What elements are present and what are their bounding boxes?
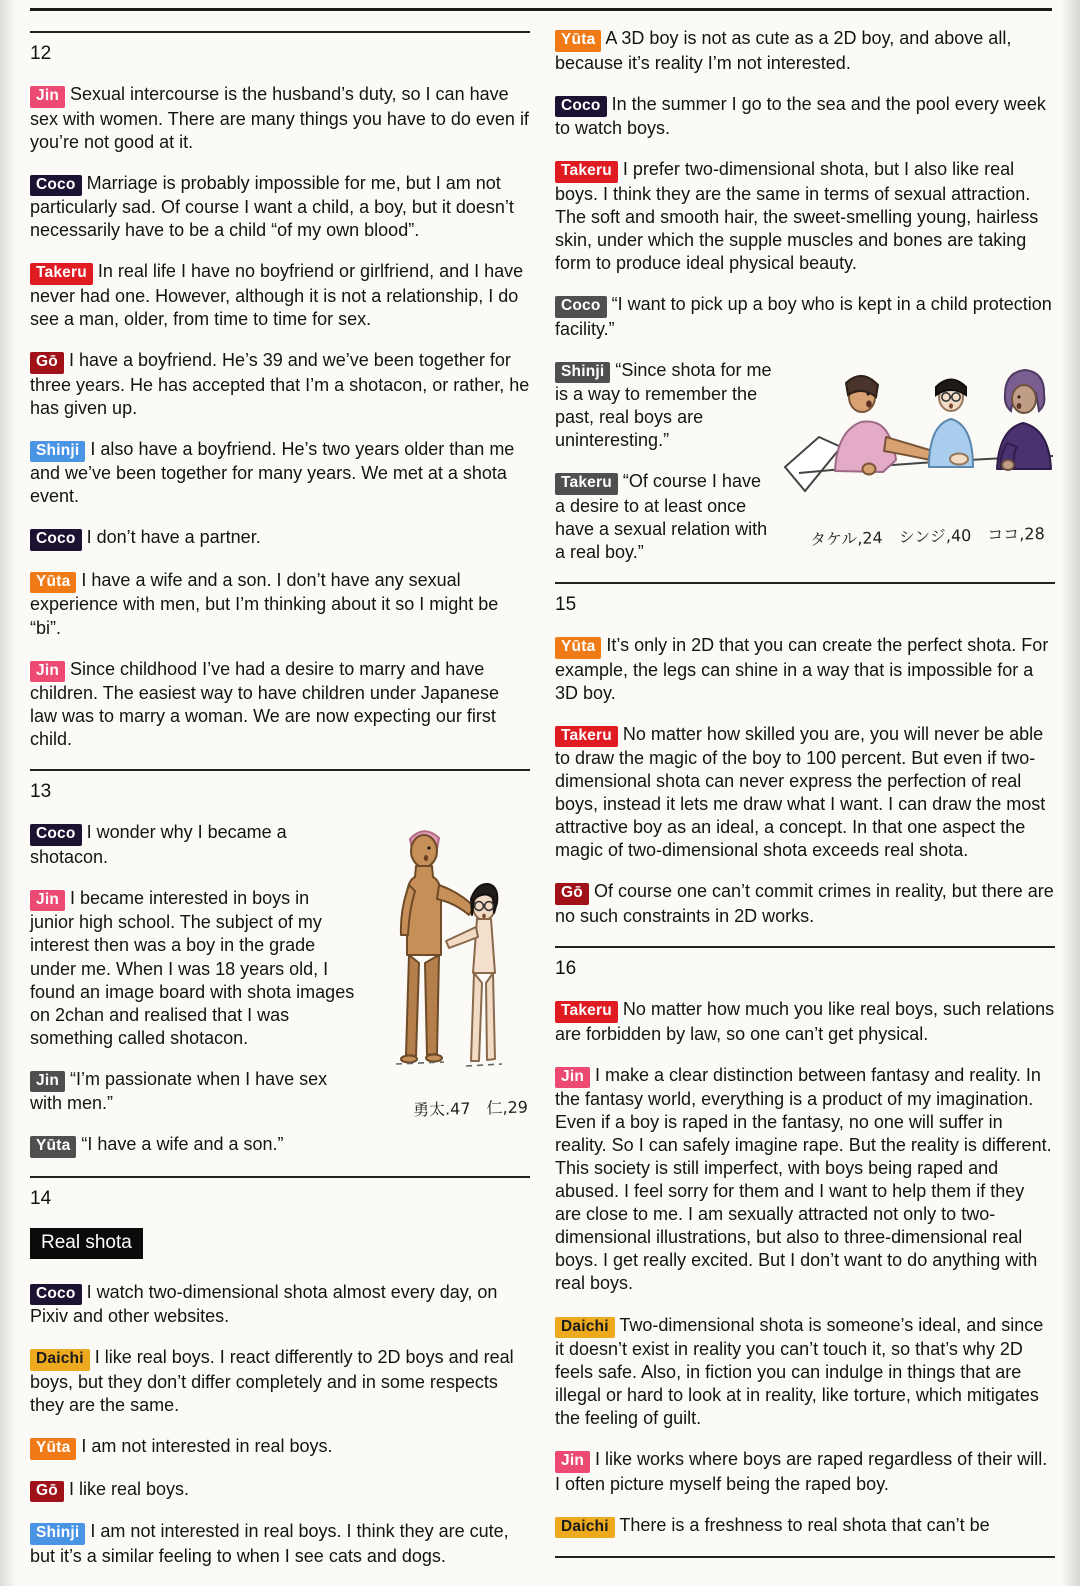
speech-text: A 3D boy is not as cute as a 2D boy, and above all, because it’s reality I’m not interested. [555,28,1012,73]
speech-text: I have a wife and a son. I don’t have any sexual experience with men, but I’m thinking about it so I might be “bi”. [30,569,499,638]
speech-text: I wonder why I became a shotacon. [30,822,287,867]
speech-text: I am not interested in real boys. I think they are cute, but it’s a similar feeling to when I see cats and dogs. [30,1521,509,1566]
speech-paragraph [30,1520,530,1568]
speaker-tag-coco: Coco [30,529,82,551]
speaker-tag-yuta: Yūta [30,572,76,594]
section-number: 14 [30,1187,52,1209]
speaker-tag-coco: Coco [30,175,82,197]
speech-text: I also have a boyfriend. He’s two years older than me and we’ve been together for many years. We met at a shota event. [30,438,515,507]
speech-paragraph [30,526,530,551]
right-column [555,27,1055,1568]
speech-text: No matter how skilled you are, you will never be able to draw the magic of the boy to 100 percent. But even if two-dimensional shota can never express the perfection of real boys, instead it lets me draw what I want. I can draw the most attractive boy as an ideal, a concept. In that one aspect the magic of two-dimensional shota exceeds real shota. [555,723,1046,861]
section-number: 15 [555,593,577,615]
section-divider [30,31,530,33]
speaker-tag-go: Gō [555,883,589,905]
speech-paragraph [555,1448,1055,1496]
speech-paragraph [555,1514,1055,1539]
speech-paragraph [30,1281,530,1329]
speech-paragraph [30,1435,530,1460]
speech-paragraph [555,634,1055,705]
figure-caption: タケル,24 シンジ,40 ココ,28 [810,523,1046,549]
document-page [0,8,1080,1566]
speech-paragraph [555,27,1055,75]
speech-text: I watch two-dimensional shota almost every day, on Pixiv and other websites. [30,1281,498,1327]
section-heading-row [30,1228,530,1259]
speech-text: “Of course I have a desire to at least once have a sexual relation with a real boy.” [555,471,768,562]
illustration-three-people-at-table [783,359,1055,549]
section-divider [555,1556,1055,1558]
speaker-tag-go: Gō [30,1481,64,1503]
speaker-tag-go: Gō [30,352,64,374]
figure-caption: 勇太.47 仁,29 [412,1097,529,1120]
speech-text: There is a freshness to real shota that can’t be [619,1514,990,1535]
speech-text: “Since shota for me is a way to remember the past, real boys are uninteresting.” [555,359,772,451]
speaker-tag-takeru: Takeru [30,263,93,285]
speaker-tag-yuta: Yūta [555,30,601,52]
speech-paragraph [30,438,530,509]
two-column-layout [0,11,1080,1586]
speech-paragraph [555,998,1055,1046]
speaker-tag-takeru: Takeru [555,726,618,748]
speech-text: I like works where boys are raped regardless of their will. I often picture myself being the raped boy. [555,1449,1048,1494]
speech-text: I like real boys. [68,1478,190,1499]
speaker-tag-coco: Coco [555,296,607,318]
section-heading: Real shota [30,1228,143,1259]
speaker-tag-coco: Coco [30,1284,82,1306]
speech-text: Since childhood I’ve had a desire to marry and have children. The easiest way to have children under Japanese law was to marry a woman. We are now expecting our first child. [30,658,499,750]
speaker-tag-daichi: Daichi [555,1517,615,1539]
speech-paragraph [555,1064,1055,1296]
speaker-tag-jin: Jin [30,890,65,912]
speech-text: Two-dimensional shota is someone’s ideal, and since it doesn’t exist in reality you can’t touch it, so that’s why 2D feels safe. Also, in fiction you can indulge in things that are illegal or hard to look at in reality, like torture, which mitigates the feeling of guilt. [555,1314,1044,1429]
speaker-tag-jin: Jin [555,1067,590,1089]
speech-text: “I’m passionate when I have sex with men.” [30,1068,328,1114]
speech-text: “I have a wife and a son.” [81,1134,284,1155]
speech-paragraph [555,293,1055,341]
speech-text: I don’t have a partner. [86,527,261,548]
speech-text: I became interested in boys in junior high school. The subject of my interest then was a boy in the grade under me. When I was 18 years old, I found an image board with shota images on 2chan and realised that I was something called shotacon. [30,887,355,1048]
speech-paragraph [30,172,530,243]
speech-text: Sexual intercourse is the husband’s duty, so I can have sex with women. There are many things you have to do even if you’re not good at it. [30,84,529,152]
speaker-tag-coco: Coco [30,824,82,846]
speech-paragraph [555,1314,1055,1431]
speech-text: In real life I have no boyfriend or girlfriend, and I have never had one. However, although it is not a relationship, I do see a man, older, from time to time for sex. [30,261,524,329]
speaker-tag-takeru: Takeru [555,161,618,183]
speech-paragraph [30,569,530,640]
speech-paragraph [30,1478,530,1503]
speaker-tag-jin: Jin [555,1451,590,1473]
speech-text: “I want to pick up a boy who is kept in a child protection facility.” [555,293,1052,339]
section-number: 16 [555,958,577,979]
section-divider [30,1176,530,1178]
section-number: 13 [30,781,52,803]
section-number: 12 [30,43,52,64]
standing-figures-drawing [368,821,530,1093]
section-divider [555,582,1055,584]
speech-text: No matter how much you like real boys, such relations are forbidden by law, so one can’t get physical. [555,999,1055,1044]
speech-paragraph [30,658,530,752]
speech-paragraph [30,260,530,331]
speech-paragraph [555,880,1055,928]
speech-text: It’s only in 2D that you can create the perfect shota. For example, the legs can shine in a way that is impossible for a 3D boy. [555,634,1049,703]
speech-text: I like real boys. I react differently to 2D boys and real boys, but they don’t differ completely and in some respects they are the same. [30,1347,514,1416]
speech-text: I prefer two-dimensional shota, but I also like real boys. I think they are the same in terms of sexual attraction. The soft and smooth hair, the sweet-smelling young, hairless skin, under which the supple muscles and bones are taking form to produce ideal physical beauty. [555,159,1039,273]
speaker-tag-shinji: Shinji [30,1523,85,1545]
speech-paragraph [30,349,530,420]
speaker-tag-yuta: Yūta [555,637,601,659]
speech-paragraph [555,93,1055,141]
section-divider [30,769,530,771]
speech-text: Of course one can’t commit crimes in reality, but there are no such constraints in 2D works. [555,881,1054,926]
speaker-tag-yuta: Yūta [30,1136,76,1158]
speech-paragraph [555,723,1055,863]
speaker-tag-yuta: Yūta [30,1438,76,1460]
table-discussion-drawing [783,359,1055,525]
speech-paragraph [555,158,1055,275]
speech-text: I have a boyfriend. He’s 39 and we’ve been together for three years. He has accepted that I’m a shotacon, or rather, he has given up. [30,349,530,418]
speech-text: In the summer I go to the sea and the pool every week to watch boys. [555,93,1046,139]
speech-text: Marriage is probably impossible for me, but I am not particularly sad. Of course I want a child, a boy, but it doesn’t necessarily have to be a child “of my own blood”. [30,172,514,241]
speech-paragraph [30,1133,530,1158]
speech-paragraph [30,1346,530,1417]
illustration-two-standing-figures [368,821,530,1119]
speaker-tag-jin: Jin [30,661,65,683]
speaker-tag-takeru: Takeru [555,1001,618,1023]
speaker-tag-daichi: Daichi [555,1317,615,1339]
left-column [30,27,530,1586]
speech-text: I make a clear distinction between fantasy and reality. In the fantasy world, everything is a product of my imagination. Even if a boy is raped in the fantasy, no one will suffer in reality. So I can safely imagine rape. But the reality is different. This society is still imperfect, with boys being raped and abused. I feel sorry for them and I want to help them if they are close to me. I am sexually attracted not only to two-dimensional illustrations, but also to three-dimensional real boys. I get really excited. But I don’t want to do anything with real boys. [555,1064,1052,1294]
speaker-tag-takeru: Takeru [555,473,618,495]
speaker-tag-shinji: Shinji [30,441,85,463]
speaker-tag-daichi: Daichi [30,1349,90,1371]
speech-text: I am not interested in real boys. [81,1436,333,1457]
speaker-tag-coco: Coco [555,96,607,118]
speech-paragraph [30,83,530,154]
speaker-tag-shinji: Shinji [555,362,610,384]
speaker-tag-jin: Jin [30,86,65,108]
section-divider [555,946,1055,948]
speaker-tag-jin: Jin [30,1071,65,1093]
